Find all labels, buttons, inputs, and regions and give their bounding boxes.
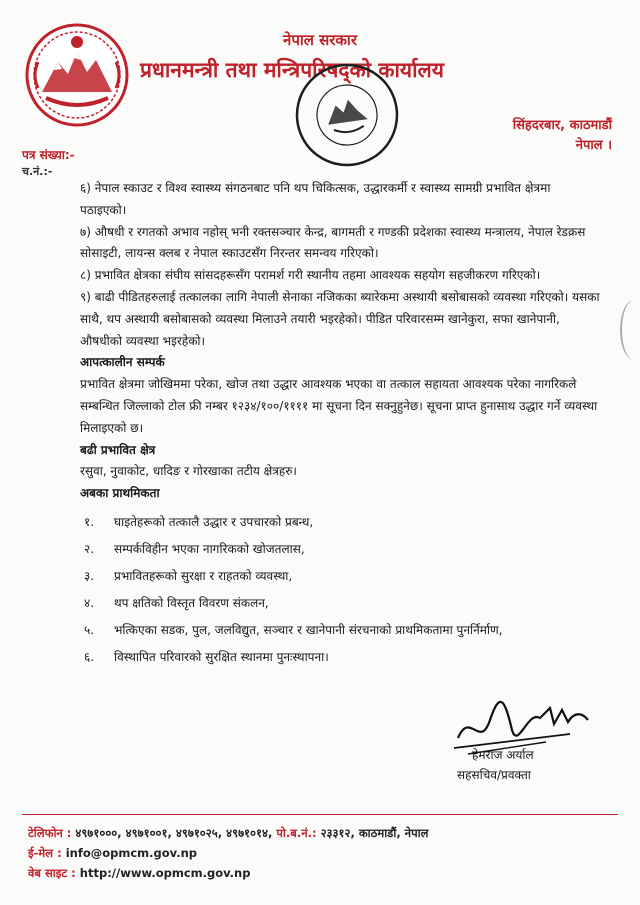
government-title: नेपाल सरकार (283, 31, 357, 49)
page-edge-mark (620, 300, 640, 360)
footer-phone (28, 826, 428, 841)
phone-value: ४९७१०००, ४९७१००१, ४९७१०२५, ४९७१०१४, (75, 826, 273, 840)
dispatch-number-label: च.नं.:- (22, 165, 53, 178)
list-item: १. घाइतेहरूको तत्कालै उद्धार र उपचारको प्रबन्ध, (84, 514, 314, 529)
emergency-text: प्रभावित क्षेत्रमा जोखिममा परेका, खोज तथा उद्धार आवश्यक भएका वा तत्काल सहायता आवश्यक परेका नागरिकले सम्बन्धित जिल्लाको टोल फ्री नम्बर १२३४/१००/११११ मा सूचना दिन सक्नुहुनेछ। सूचना प्राप्त हुनासाथ उद्धार गर्ने व्यवस्था मिलाइएको छ। (80, 377, 598, 435)
footer-divider (22, 814, 618, 815)
paragraph-item-8: ८) प्रभावित क्षेत्रका संघीय सांसदहरूसँग परामर्श गरी स्थानीय तहमा आवश्यक सहयोग सहजीकरण गरिएको। (80, 268, 541, 283)
list-item: ६. विस्थापित परिवारको सुरक्षित स्थानमा पुनःस्थापना। (84, 649, 329, 664)
office-title: प्रधानमन्त्री तथा मन्त्रिपरिषद्को कार्यालय (140, 58, 444, 82)
footer-website (28, 866, 250, 881)
website-label: वेब साइट : (28, 866, 76, 880)
list-item: ५. भत्किएका सडक, पुल, जलविद्युत, सञ्चार र खानेपानी संरचनाको प्राथमिकतामा पुनर्निर्माण, (84, 622, 503, 637)
address-line-1: सिंहदरबार, काठमाडौं (512, 118, 612, 133)
reference-number-label: पत्र संख्या:- (22, 148, 75, 162)
phone-label: टेलिफोन : (28, 826, 72, 840)
priority-list (80, 509, 600, 671)
pobox-label: पो.ब.नं.: (276, 826, 317, 840)
paragraph-item-9: ९) बाढी पीडितहरुलाई तत्कालका लागि नेपाली सेनाका नजिकका ब्यारेकमा अस्थायी बसोबासको व्यवस्था गरिएको। यसका साथै, थप अस्थायी बसोबासको व्यवस्था मिलाउने तयारी भइरहेको। पीडित परिवारसम्म खानेकुरा, सफा खानेपानी, औषधीको व्यवस्था भइरहेको। (80, 289, 600, 348)
address-line-2: नेपाल । (575, 138, 612, 153)
emergency-heading: आपत्कालीन सम्पर्क (80, 355, 165, 370)
priority-heading: अबका प्राथमिकता (80, 486, 160, 501)
paragraph-item-6: ६) नेपाल स्काउट र विश्व स्वास्थ्य संगठनबाट पनि थप चिकित्सक, उद्धारकर्मी र स्वास्थ्य सामग्री प्रभावित क्षेत्रमा पठाइएको। (80, 181, 551, 217)
website-link[interactable]: http://www.opmcm.gov.np (79, 866, 251, 880)
office-seal-icon (285, 53, 409, 177)
email-label: ई-मेल : (28, 846, 62, 860)
affected-heading: बढी प्रभावित क्षेत्र (80, 442, 156, 457)
list-item: २. सम्पर्कविहीन भएका नागरिकको खोजतलास, (84, 541, 305, 556)
affected-text: रसुवा, नुवाकोट, धादिङ र गोरखाका तटीय क्षेत्रहरु। (80, 464, 297, 479)
list-item: ३. प्रभावितहरूको सुरक्षा र राहतको व्यवस्था, (84, 568, 293, 583)
signatory-name: हेमराज अर्याल (472, 748, 534, 762)
office-address (513, 116, 612, 156)
email-link[interactable]: info@opmcm.gov.np (65, 846, 198, 860)
paragraph-item-7: ७) औषधी र रगतको अभाव नहोस् भनी रक्तसञ्चार केन्द्र, बागमती र गण्डकी प्रदेशका स्वास्थ्य मन्त्रालय, नेपाल रेडक्रस सोसाइटी, लायन्स क्लब र नेपाल स्काउटसँग निरन्तर समन्वय गरिएको। (80, 224, 586, 261)
footer-email (28, 846, 197, 861)
list-item: ४. थप क्षतिको विस्तृत विवरण संकलन, (84, 595, 269, 610)
document-body (80, 178, 600, 671)
pobox-value: २३३१२, काठमाडौं, नेपाल (320, 826, 429, 840)
signatory-title: सहसचिव/प्रवक्ता (457, 768, 531, 782)
